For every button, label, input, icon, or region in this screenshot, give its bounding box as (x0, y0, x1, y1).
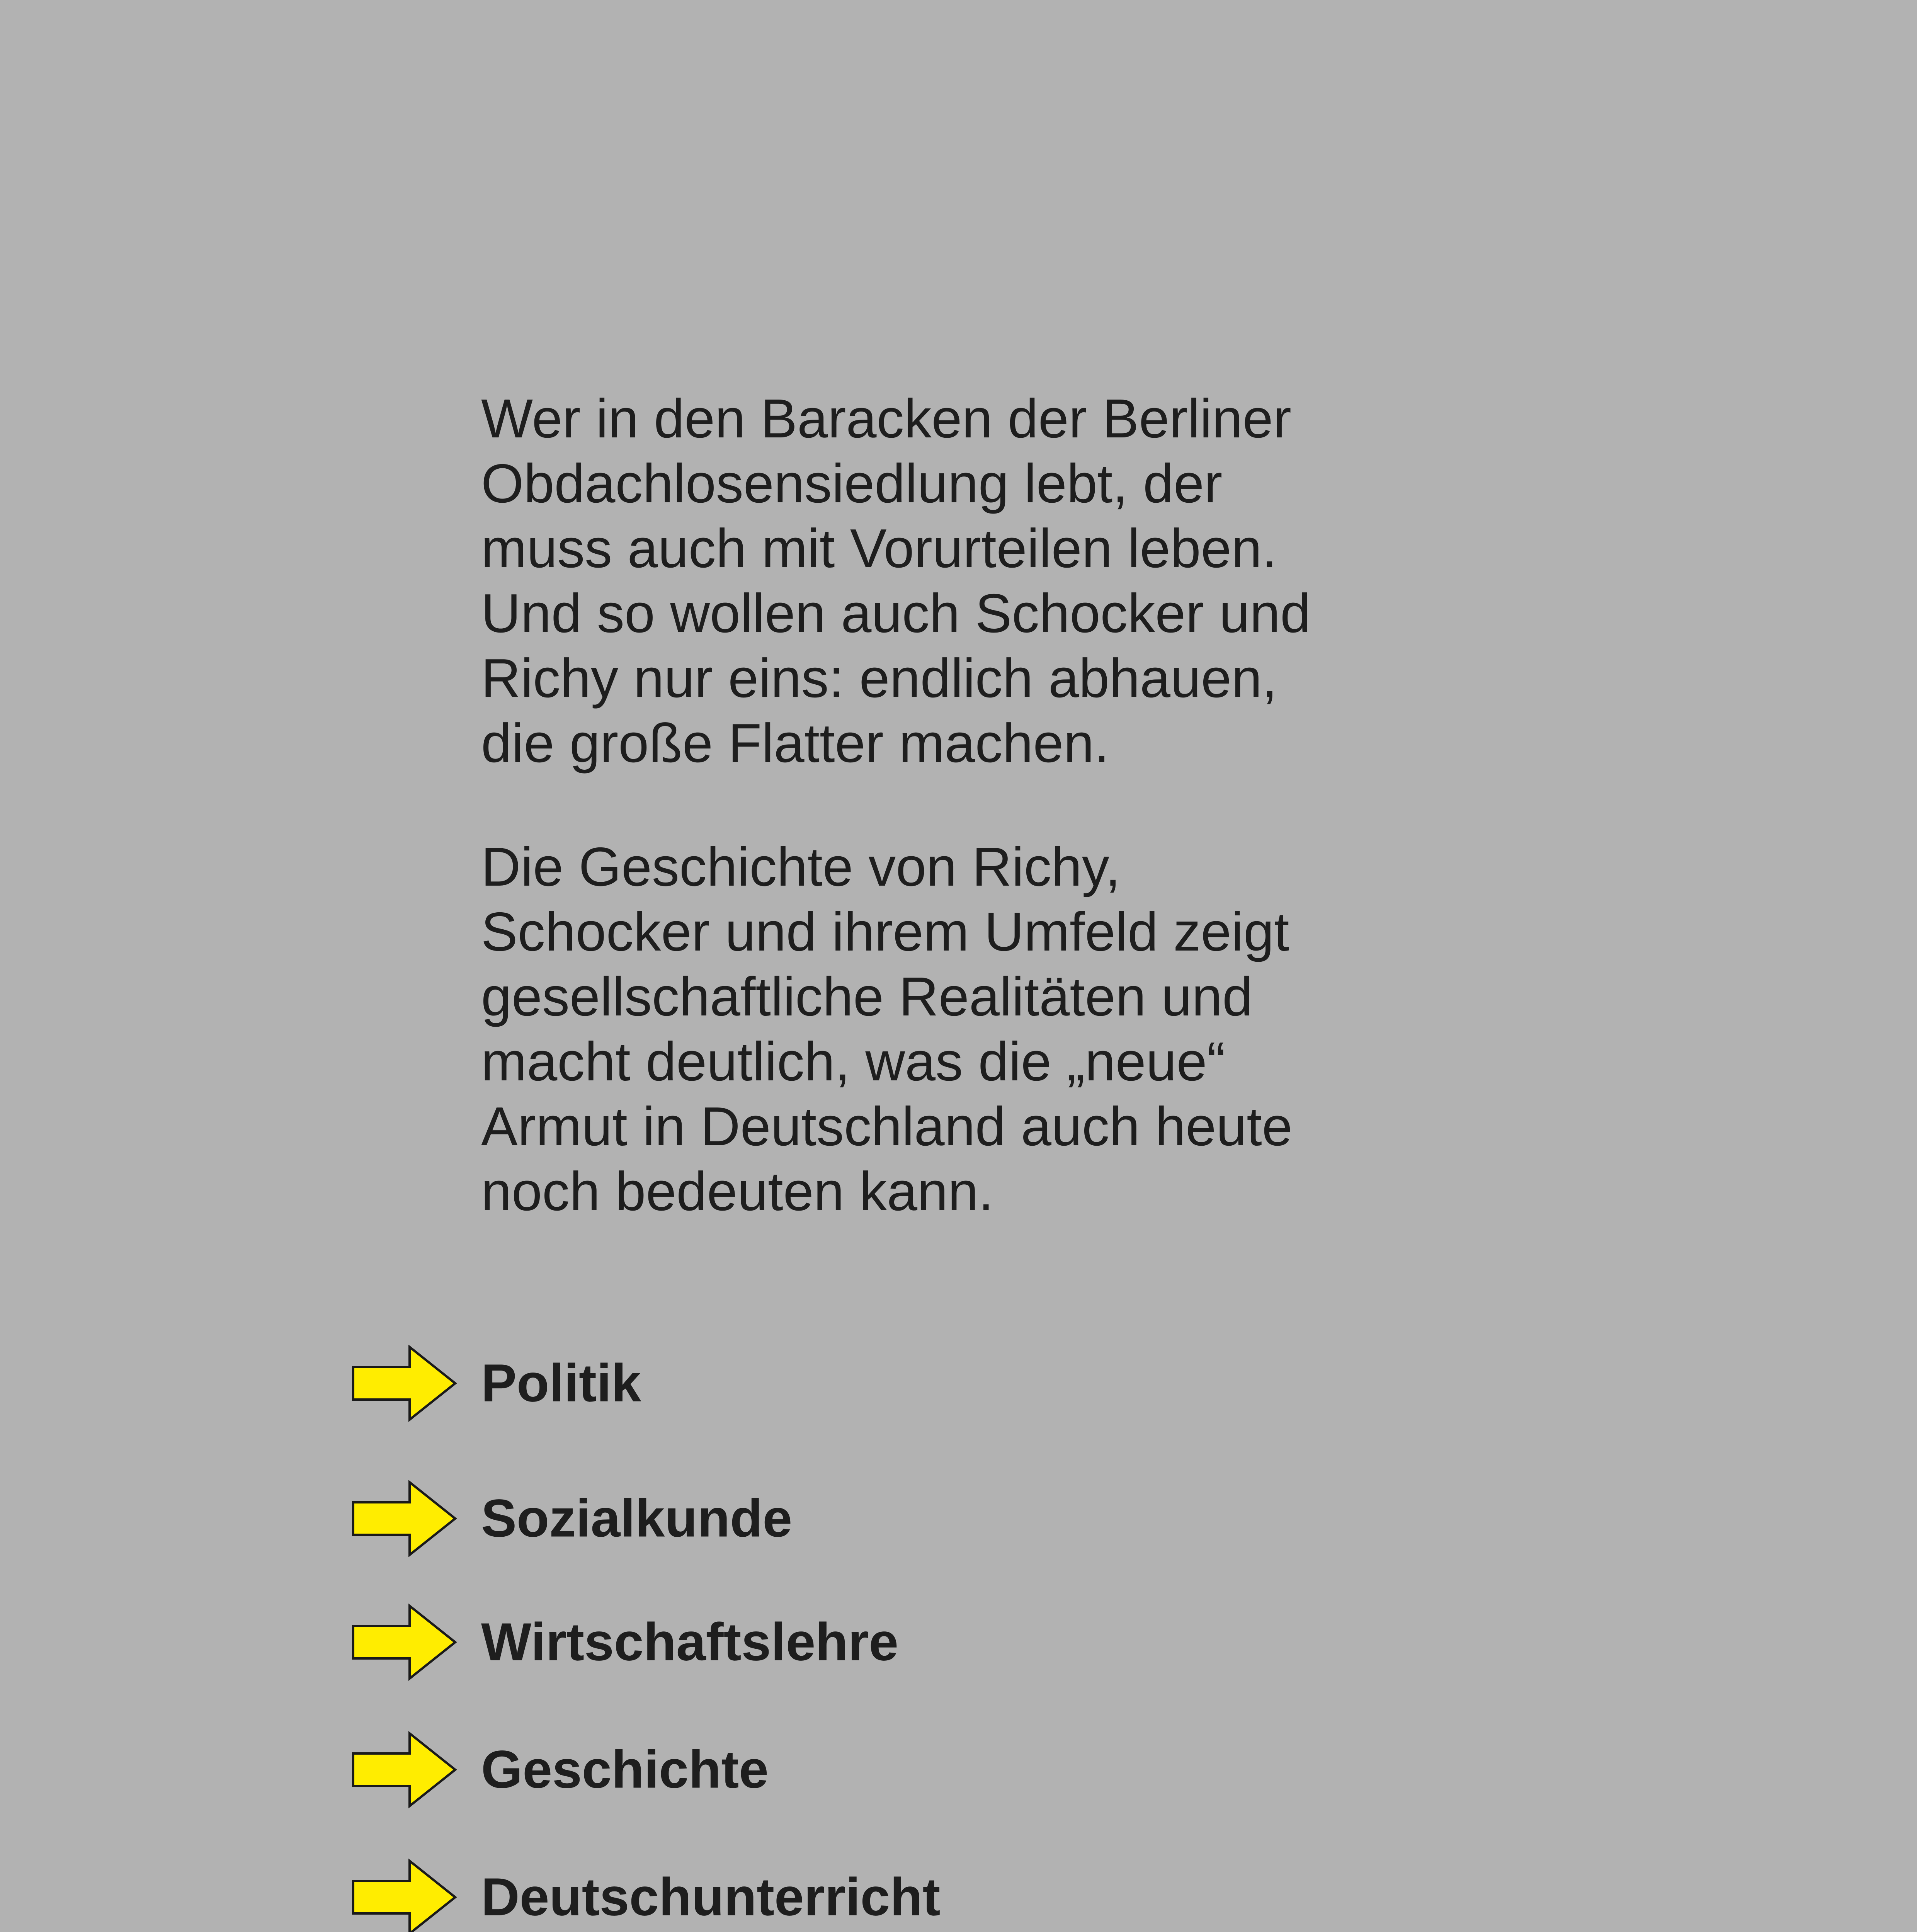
subject-label: Sozialkunde (481, 1488, 793, 1548)
blurb-paragraph-1 (481, 386, 1486, 776)
blurb-line: muss auch mit Vorurteilen leben. (481, 518, 1277, 579)
yellow-arrow-right-icon (352, 1480, 458, 1557)
subject-item-geschichte (352, 1731, 769, 1808)
subject-label: Geschichte (481, 1740, 769, 1799)
blurb-line: noch bedeuten kann. (481, 1161, 994, 1222)
blurb-line: Richy nur eins: endlich abhauen, (481, 648, 1277, 709)
subject-item-politik (352, 1345, 641, 1422)
blurb-line: Armut in Deutschland auch heute (481, 1096, 1293, 1157)
blurb-line: gesellschaftliche Realitäten und (481, 966, 1253, 1027)
blurb-paragraph-2 (481, 835, 1486, 1224)
blurb-line: Die Geschichte von Richy, (481, 836, 1121, 898)
yellow-arrow-right-icon (352, 1604, 458, 1681)
subject-label: Wirtschaftslehre (481, 1612, 899, 1672)
blurb-line: Und so wollen auch Schocker und (481, 583, 1311, 644)
blurb-line: Obdachlosensiedlung lebt, der (481, 453, 1223, 514)
blurb-line: macht deutlich, was die „neue“ (481, 1031, 1225, 1092)
yellow-arrow-right-icon (352, 1731, 458, 1808)
blurb-line: die große Flatter machen. (481, 713, 1109, 774)
subject-label: Politik (481, 1353, 641, 1413)
yellow-arrow-right-icon (352, 1345, 458, 1422)
blurb-line: Schocker und ihrem Umfeld zeigt (481, 901, 1289, 963)
yellow-arrow-right-icon (352, 1859, 458, 1932)
subject-item-wirtschaftslehre (352, 1604, 899, 1681)
blurb-line: Wer in den Baracken der Berliner (481, 388, 1291, 449)
subject-item-sozialkunde (352, 1480, 793, 1557)
subject-item-deutschunterricht (352, 1859, 941, 1932)
subject-label: Deutschunterricht (481, 1867, 941, 1927)
